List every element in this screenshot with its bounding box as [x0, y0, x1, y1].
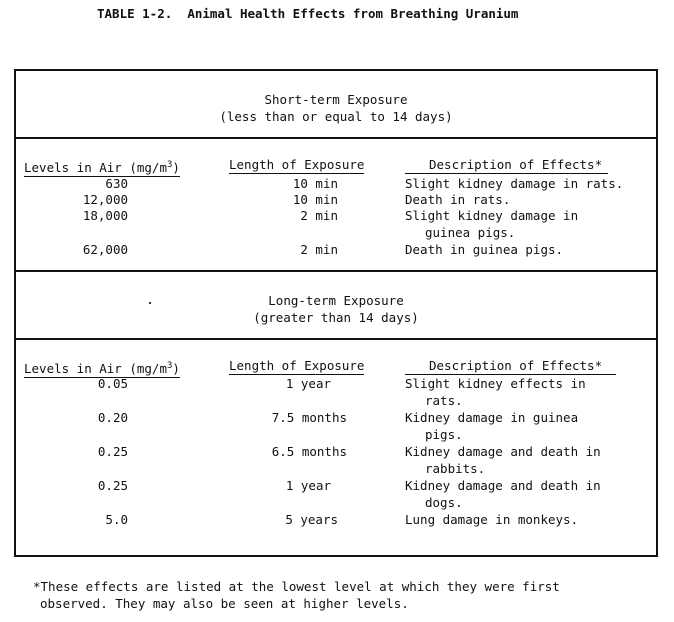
short-term-heading-line2: (less than or equal to 14 days) — [219, 109, 453, 124]
divider-line — [16, 270, 656, 272]
length-cell: 1 year — [285, 376, 331, 391]
footnote-line1: *These effects are listed at the lowest level at which they were first — [33, 579, 560, 594]
short-col-desc-header: Description of Effects* — [405, 157, 608, 174]
desc-cell: Kidney damage and death in dogs. — [405, 478, 601, 510]
long-term-heading — [16, 292, 656, 326]
desc-cell: Death in rats. — [405, 192, 511, 207]
level-cell: 0.20 — [97, 410, 128, 425]
desc-cell: Slight kidney effects in rats. — [405, 376, 586, 408]
length-cell: 10 min — [292, 192, 338, 207]
divider-line — [16, 338, 656, 340]
desc-cell: Lung damage in monkeys. — [405, 512, 579, 527]
length-cell: 2 min — [300, 208, 338, 223]
level-cell: 630 — [105, 176, 128, 191]
level-cell: 0.25 — [97, 478, 128, 493]
long-col-desc-header: Description of Effects* — [405, 358, 616, 375]
long-term-heading-line2: (greater than 14 days) — [253, 310, 419, 325]
short-col-length-header: Length of Exposure — [229, 157, 365, 172]
long-col-level-header: Levels in Air $(mg/m^3)$ — [24, 358, 180, 378]
length-cell: 2 min — [300, 242, 338, 257]
level-cell: 12,000 — [82, 192, 128, 207]
desc-cell: Slight kidney damage in rats. — [405, 176, 624, 191]
length-cell: 7.5 months — [271, 410, 347, 425]
divider-line — [16, 137, 656, 139]
short-col-level-header: Levels in Air $(mg/m^3)$ — [24, 157, 180, 177]
length-cell: 5 years — [285, 512, 338, 527]
scan-speck — [149, 302, 151, 304]
effects-table — [14, 69, 658, 557]
level-cell: 18,000 — [82, 208, 128, 223]
footnote-line2: observed. They may also be seen at higher levels. — [40, 596, 409, 611]
short-term-heading — [16, 91, 656, 125]
length-cell: 6.5 months — [271, 444, 347, 459]
desc-cell: Kidney damage and death in rabbits. — [405, 444, 601, 476]
level-cell: 0.25 — [97, 444, 128, 459]
level-cell: 62,000 — [82, 242, 128, 257]
desc-cell: Kidney damage in guinea pigs. — [405, 410, 579, 442]
long-col-length-header: Length of Exposure — [229, 358, 365, 373]
level-cell: 5.0 — [105, 512, 128, 527]
level-cell: 0.05 — [97, 376, 128, 391]
desc-cell: Death in guinea pigs. — [405, 242, 564, 257]
length-cell: 10 min — [292, 176, 338, 191]
long-term-heading-line1: Long-term Exposure — [268, 293, 404, 308]
table-name: Animal Health Effects from Breathing Uranium — [187, 6, 519, 21]
desc-cell: Slight kidney damage in guinea pigs. — [405, 208, 579, 240]
table-number: TABLE 1-2. — [97, 6, 173, 21]
length-cell: 1 year — [285, 478, 331, 493]
footnote — [33, 578, 560, 612]
table-title — [97, 6, 518, 21]
short-term-heading-line1: Short-term Exposure — [264, 92, 408, 107]
